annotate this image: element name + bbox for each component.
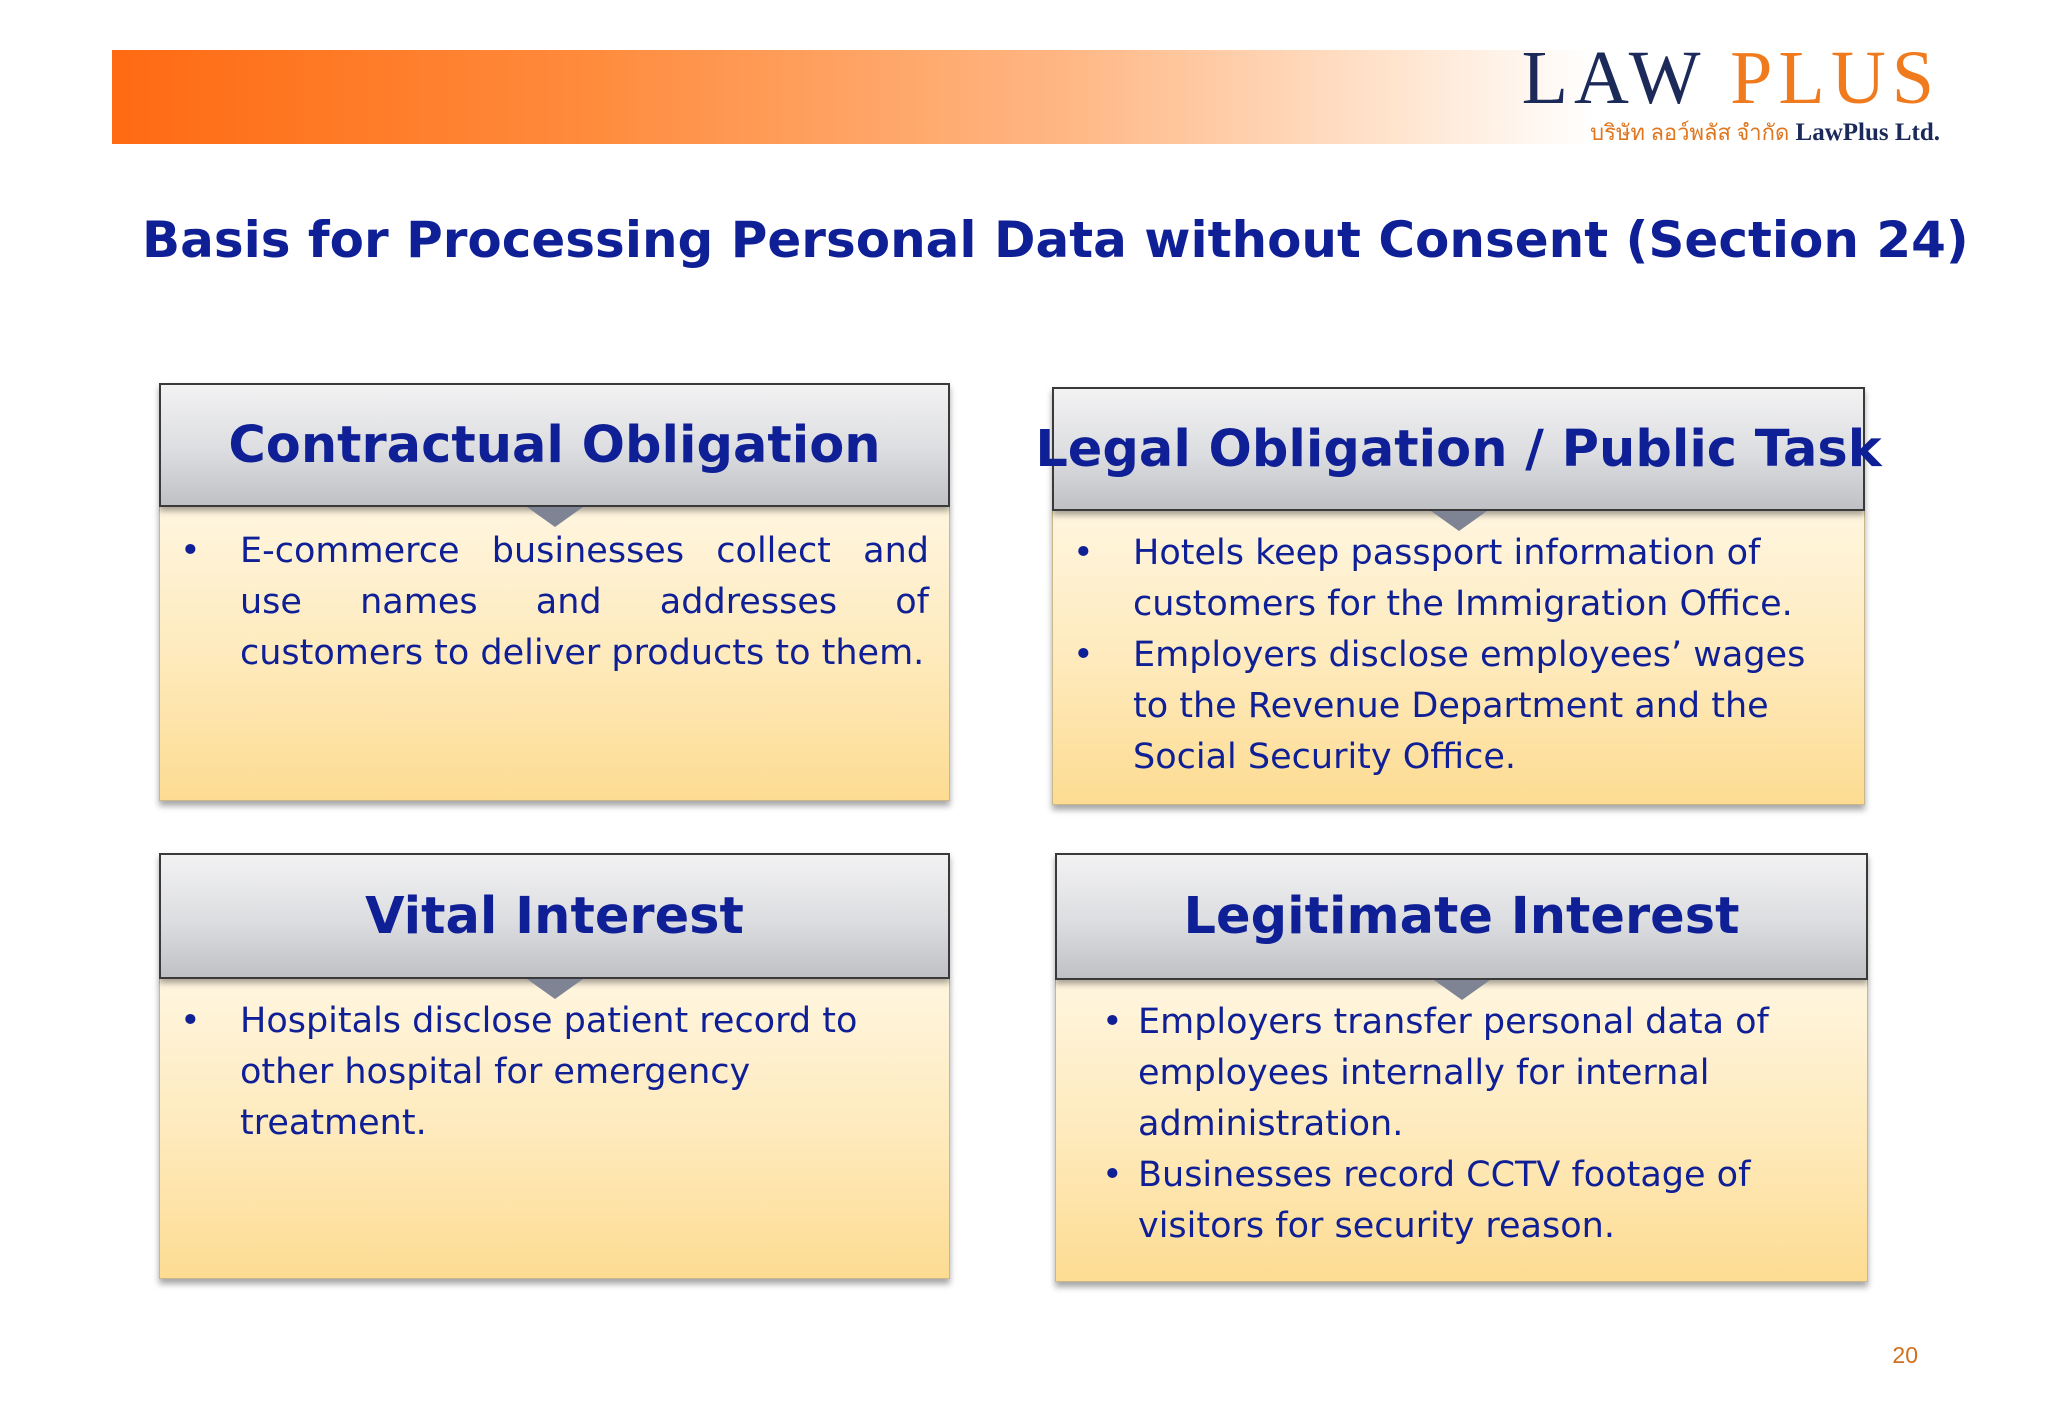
list-item-text: Hospitals disclose patient record to other hospital for emergency treatment. <box>240 1001 858 1143</box>
bullet-icon: • <box>1102 1002 1123 1042</box>
panel-title: Vital Interest <box>365 886 744 946</box>
panel-header <box>1035 387 1882 511</box>
list-item <box>1073 630 1844 783</box>
list-item <box>1073 528 1844 630</box>
bullet-icon: • <box>180 531 201 571</box>
bullet-icon: • <box>1102 1155 1123 1195</box>
list-item <box>1102 1150 1847 1252</box>
pointer-arrow-icon <box>1431 511 1487 531</box>
panel-title: Contractual Obligation <box>228 415 881 475</box>
bullet-list <box>1102 997 1847 1252</box>
logo-ltd-name: LawPlus Ltd. <box>1795 119 1940 146</box>
panel-title: Legitimate Interest <box>1183 887 1740 946</box>
lawplus-logo <box>1480 36 1940 150</box>
list-item <box>180 526 929 679</box>
slide-title: Basis for Processing Personal Data without Consent (Section 24) <box>142 211 1969 269</box>
bullet-list <box>1073 528 1844 783</box>
bullet-icon: • <box>1073 635 1094 675</box>
panel-body <box>1052 509 1865 805</box>
pointer-arrow-icon <box>527 979 583 999</box>
list-item <box>180 996 929 1149</box>
logo-plus-text: PLUS <box>1730 36 1940 120</box>
panel-body <box>1055 978 1868 1282</box>
panel-legitimate-interest <box>1055 853 1868 1282</box>
bullet-list <box>180 996 929 1149</box>
list-item <box>1102 997 1847 1150</box>
list-item-text: Employers transfer personal data of employees internally for internal administration. <box>1138 1002 1769 1144</box>
bullet-icon: • <box>180 1001 201 1041</box>
logo-thai-name: บริษัท ลอว์พลัส จำกัด <box>1590 120 1790 145</box>
panel-body <box>159 977 950 1279</box>
page-number: 20 <box>1892 1342 1918 1368</box>
bullet-list <box>180 526 929 679</box>
panel-header <box>1055 853 1868 980</box>
logo-law-text: LAW <box>1521 36 1706 120</box>
panel-body <box>159 505 950 801</box>
panel-header <box>159 383 950 507</box>
panel-legal-obligation <box>1035 387 1882 805</box>
panel-title: Legal Obligation / Public Task <box>1035 419 1882 479</box>
pointer-arrow-icon <box>527 507 583 527</box>
logo-subtitle <box>1480 118 1940 148</box>
logo-wordmark <box>1480 36 1940 120</box>
pointer-arrow-icon <box>1434 980 1490 1000</box>
list-item-text: Hotels keep passport information of customers for the Immigration Office. <box>1133 533 1793 624</box>
list-item-text: E-commerce businesses collect and use names and addresses of customers to deliver products to them. <box>240 531 929 673</box>
bullet-icon: • <box>1073 533 1094 573</box>
list-item-text: Employers disclose employees’ wages to the Revenue Department and the Social Security Office. <box>1133 635 1806 777</box>
panel-vital-interest <box>159 853 950 1279</box>
list-item-text: Businesses record CCTV footage of visitors for security reason. <box>1138 1155 1751 1246</box>
panel-contractual-obligation <box>159 383 950 801</box>
panel-header <box>159 853 950 979</box>
